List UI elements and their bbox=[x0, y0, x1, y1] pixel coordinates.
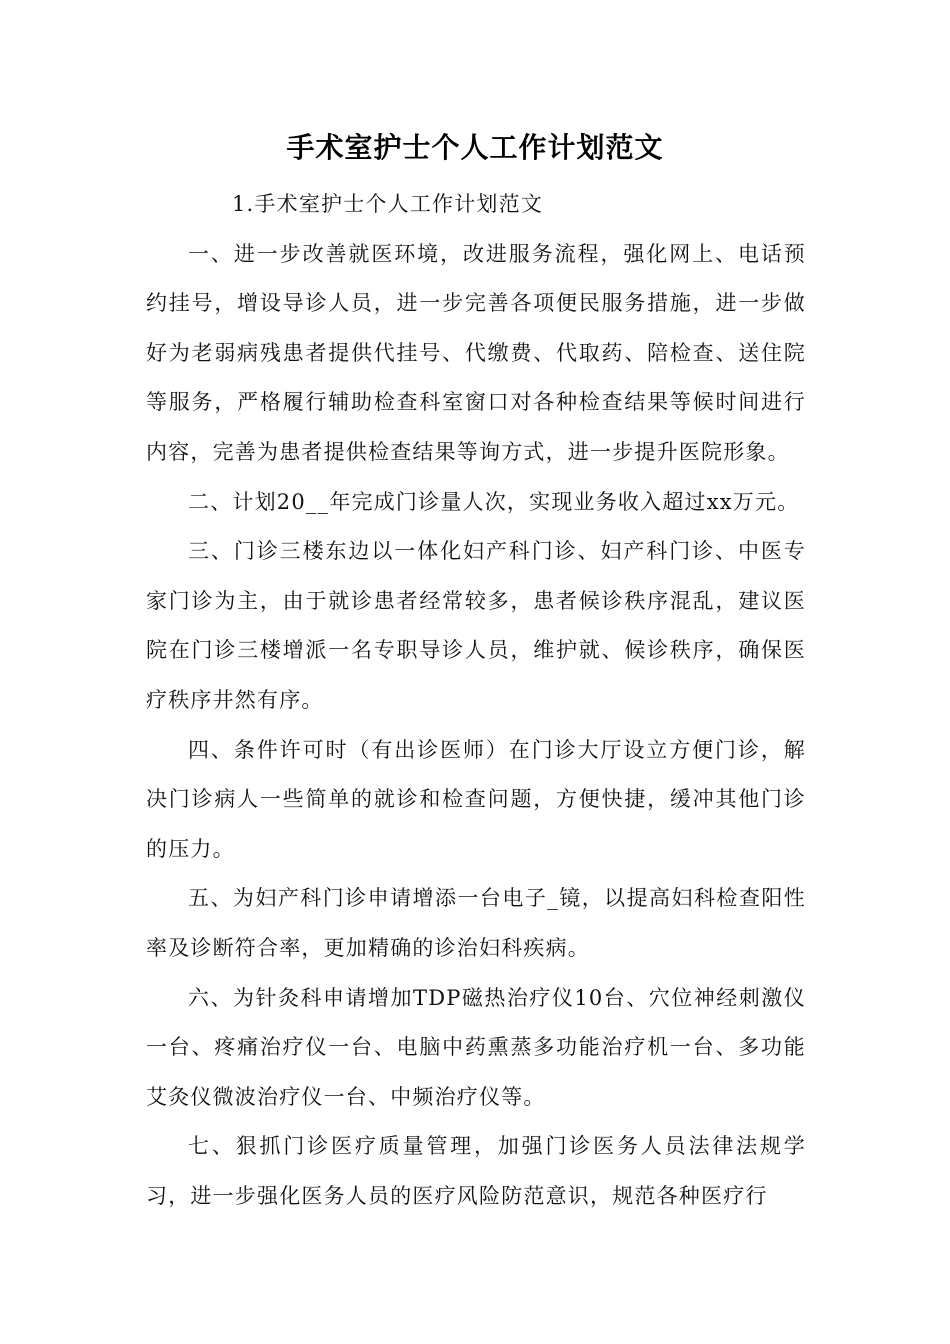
paragraph-5: 五、为妇产科门诊申请增添一台电子_镜，以提高妇科检查阳性率及诊断符合率，更加精确的诊治妇科疾病。 bbox=[146, 886, 806, 960]
paragraph-6: 六、为针灸科申请增加TDP磁热治疗仪10台、穴位神经刺激仪一台、疼痛治疗仪一台、电脑中药熏蒸多功能治疗机一台、多功能艾灸仪微波治疗仪一台、中频治疗仪等。 bbox=[146, 985, 806, 1109]
section-heading: 1.手术室护士个人工作计划范文 bbox=[232, 192, 544, 216]
paragraph-4: 四、条件许可时（有出诊医师）在门诊大厅设立方便门诊，解决门诊病人一些简单的就诊和检查问题，方便快捷，缓冲其他门诊的压力。 bbox=[146, 737, 806, 861]
document-body bbox=[146, 180, 806, 1221]
paragraph-2: 二、计划20__年完成门诊量人次，实现业务收入超过xx万元。 bbox=[188, 489, 800, 514]
paragraph-3: 三、门诊三楼东边以一体化妇产科门诊、妇产科门诊、中医专家门诊为主，由于就诊患者经常较多，患者候诊秩序混乱，建议医院在门诊三楼增派一名专职导诊人员，维护就、候诊秩序，确保医疗秩序井然有序。 bbox=[146, 539, 806, 712]
paragraph-7: 七、狠抓门诊医疗质量管理，加强门诊医务人员法律法规学习，进一步强化医务人员的医疗风险防范意识，规范各种医疗行 bbox=[146, 1134, 806, 1208]
document-title: 手术室护士个人工作计划范文 bbox=[286, 131, 664, 164]
paragraph-1: 一、进一步改善就医环境，改进服务流程，强化网上、电话预约挂号，增设导诊人员，进一步完善各项便民服务措施，进一步做好为老弱病残患者提供代挂号、代缴费、代取药、陪检查、送住院等服务，严格履行辅助检查科室窗口对各种检查结果等候时间进行内容，完善为患者提供检查结果等询方式，进一步提升医院形象。 bbox=[146, 241, 806, 464]
